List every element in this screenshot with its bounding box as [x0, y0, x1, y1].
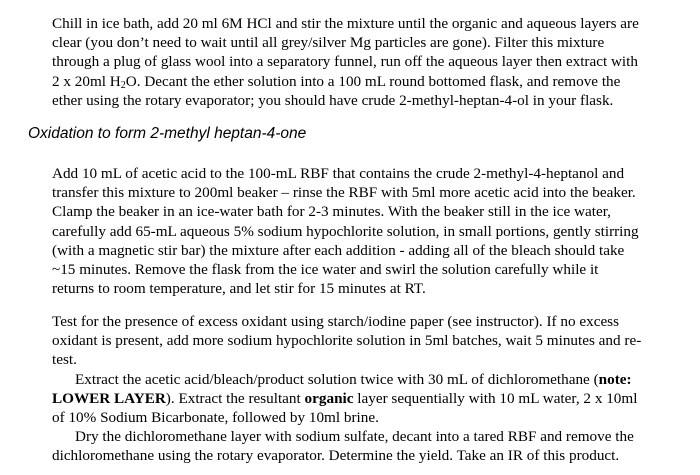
bold-organic: organic [304, 389, 354, 407]
text-line: transfer this mixture to 200ml beaker – rinse the RBF with 5ml more acetic acid into the beaker. [52, 184, 636, 202]
text-line: oxidant is present, add more sodium hypochlorite solution in 5ml batches, wait 5 minutes and re- [52, 332, 642, 350]
text-line: ~15 minutes. Remove the flask from the ice water and swirl the solution carefully while it [52, 261, 599, 279]
subscript: 2 [120, 79, 126, 91]
grignard-workup-paragraph [52, 14, 692, 110]
text-line: returns to room temperature, and let stir for 15 minutes at RT. [52, 280, 426, 298]
text-line: ether using the rotary evaporator; you should have crude 2-methyl-heptan-4-ol in your flask. [52, 91, 614, 109]
text-line [52, 72, 692, 91]
text-line [52, 370, 692, 389]
text-line: through a plug of glass wool into a separatory funnel, run off the aqueous layer then extract with [52, 53, 638, 71]
text-line: Test for the presence of excess oxidant using starch/iodine paper (see instructor). If no excess [52, 313, 620, 330]
text-fragment: layer sequentially with 10 mL water, 2 x 10ml [353, 389, 638, 407]
text-line: Dry the dichloromethane layer with sodium sulfate, decant into a tared RBF and remove the [75, 428, 634, 446]
text-fragment: ). Extract the resultant [165, 389, 305, 407]
bold-lower-layer: LOWER LAYER [52, 389, 166, 407]
text-line: Add 10 mL of acetic acid to the 100-mL RBF that contains the crude 2-methyl-4-heptanol and [52, 165, 625, 182]
text-line: clear (you don’t need to wait until all grey/silver Mg particles are gone). Filter this mixture [52, 34, 605, 52]
text-fragment: Extract the acetic acid/bleach/product solution twice with 30 mL of dichloromethane ( [75, 370, 599, 388]
text-line: (with a magnetic stir bar) the mixture after each addition - adding all of the bleach should take [52, 241, 625, 259]
oxidation-paragraph [52, 164, 692, 298]
text-line: Chill in ice bath, add 20 ml 6M HCl and stir the mixture until the organic and aqueous layers are [52, 15, 639, 32]
text-line: test. [52, 351, 77, 369]
text-line: dichloromethane using the rotary evaporator. Determine the yield. Take an IR of this product. [52, 447, 620, 465]
text-line: carefully add 65-mL aqueous 5% sodium hypochlorite solution, in small portions, gently stirring [52, 222, 639, 240]
text-fragment: 2 x 20ml H [52, 72, 121, 90]
section-heading: Oxidation to form 2-methyl heptan-4-one [28, 125, 307, 142]
text-line: of 10% Sodium Bicarbonate, followed by 10ml brine. [52, 409, 379, 427]
bold-note: note: [598, 370, 632, 388]
text-line: Clamp the beaker in an ice-water bath for 2-3 minutes. With the beaker still in the ice water, [52, 203, 611, 221]
text-fragment: O. Decant the ether solution into a 100 mL round bottomed flask, and remove the [125, 72, 621, 90]
extraction-paragraph [52, 312, 692, 466]
text-line [52, 389, 692, 408]
